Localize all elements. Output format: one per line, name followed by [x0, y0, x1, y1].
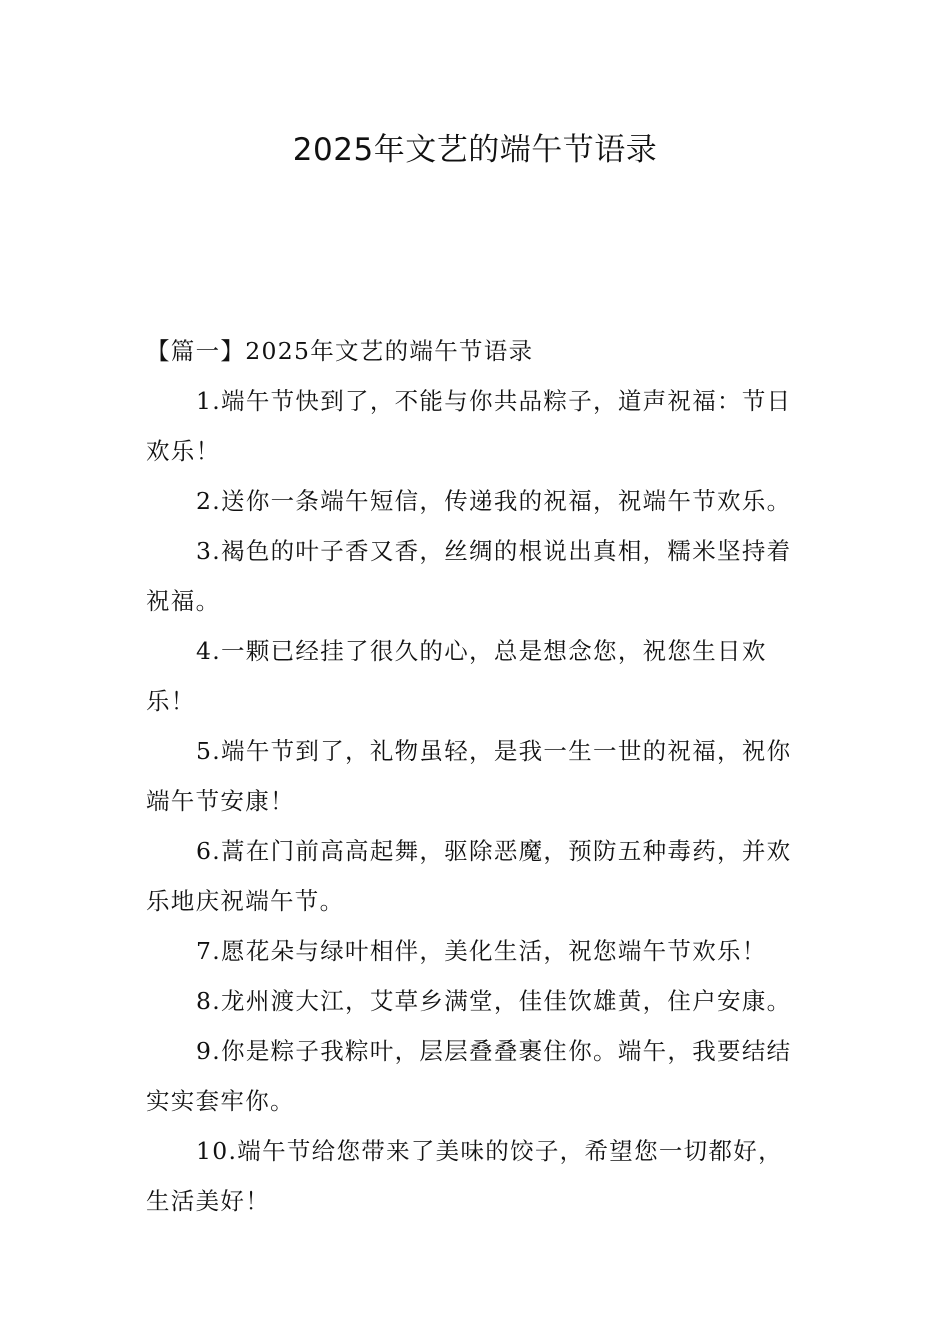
paragraph-7: 7.愿花朵与绿叶相伴，美化生活，祝您端午节欢乐！ [196, 937, 767, 965]
paragraph-9: 9.你是粽子我粽叶，层层叠叠裹住你。端午，我要结结实实套牢你。 [146, 1037, 792, 1115]
paragraph-4: 4.一颗已经挂了很久的心，总是想念您，祝您生日欢乐！ [146, 637, 767, 715]
paragraph-8: 8.龙州渡大江，艾草乡满堂，佳佳饮雄黄，住户安康。 [196, 987, 792, 1015]
paragraph-1: 1.端午节快到了，不能与你共品粽子，道声祝福：节日欢乐！ [146, 387, 792, 465]
paragraph-5: 5.端午节到了，礼物虽轻，是我一生一世的祝福，祝你端午节安康！ [146, 737, 792, 815]
paragraph-3: 3.褐色的叶子香又香，丝绸的根说出真相，糯米坚持着祝福。 [146, 537, 792, 615]
document-title: 2025年文艺的端午节语录 [292, 132, 658, 168]
section-heading: 【篇一】2025年文艺的端午节语录 [146, 337, 534, 365]
paragraph-2: 2.送你一条端午短信，传递我的祝福，祝端午节欢乐。 [196, 487, 792, 515]
paragraph-10: 10.端午节给您带来了美味的饺子，希望您一切都好，生活美好！ [146, 1137, 783, 1215]
document-body [146, 326, 806, 1226]
paragraph-6: 6.蒿在门前高高起舞，驱除恶魔，预防五种毒药，并欢乐地庆祝端午节。 [146, 837, 792, 915]
